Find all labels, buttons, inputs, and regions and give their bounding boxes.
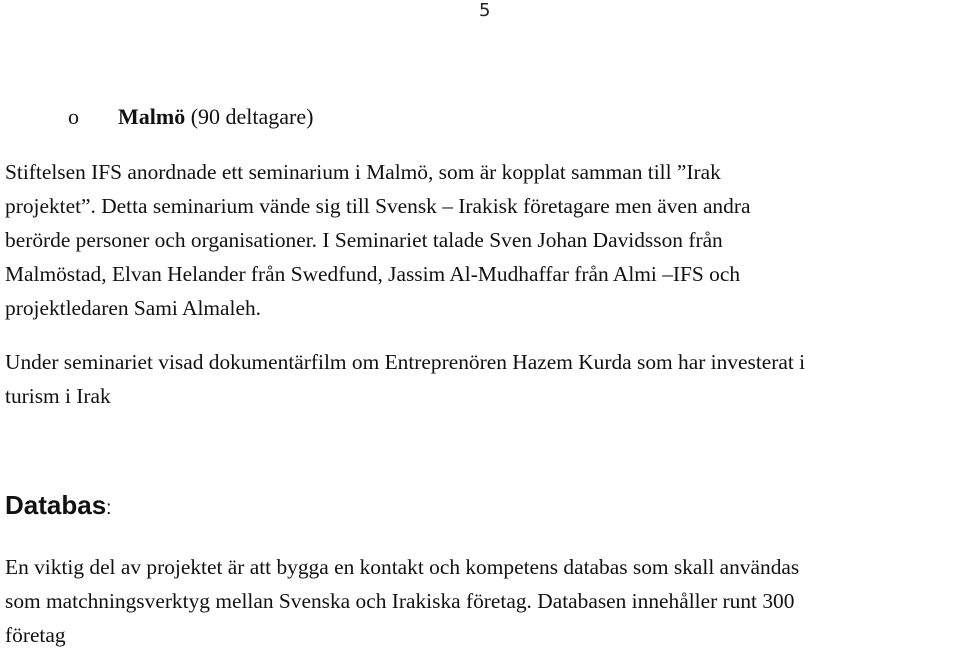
- paragraph-line: Stiftelsen IFS anordnade ett seminarium i Malmö, som är kopplat samman till ”Irak: [5, 160, 721, 184]
- bullet-title: Malmö: [118, 104, 186, 129]
- paragraph-line: Under seminariet visad dokumentärfilm om Entreprenören Hazem Kurda som har investerat i: [5, 350, 806, 374]
- bullet-subtitle: (90 deltagare): [185, 104, 314, 129]
- paragraph-database: [5, 550, 960, 652]
- section-heading-databas: [5, 490, 111, 521]
- paragraph-documentary: [5, 345, 960, 413]
- paragraph-line: turism i Irak: [5, 384, 111, 408]
- bullet-marker: o: [68, 104, 79, 129]
- bullet-item-malmo: [68, 103, 313, 131]
- section-heading-text: Databas: [5, 490, 107, 520]
- paragraph-line: projektet”. Detta seminarium vände sig till Svensk – Irakisk företagare men även andra: [5, 194, 751, 218]
- paragraph-line: som matchningsverktyg mellan Svenska och Irakiska företag. Databasen innehåller runt 300: [5, 589, 795, 613]
- paragraph-line: Malmöstad, Elvan Helander från Swedfund, Jassim Al-Mudhaffar från Almi –IFS och: [5, 262, 741, 286]
- paragraph-line: projektledaren Sami Almaleh.: [5, 296, 262, 320]
- paragraph-line: En viktig del av projektet är att bygga en kontakt och kompetens databas som skall användas: [5, 555, 800, 579]
- paragraph-line: företag: [5, 623, 66, 647]
- paragraph-line: berörde personer och organisationer. I Seminariet talade Sven Johan Davidsson från: [5, 228, 723, 252]
- paragraph-seminar: [5, 155, 960, 325]
- section-heading-colon: :: [106, 498, 112, 519]
- page-number: 5: [479, 0, 491, 21]
